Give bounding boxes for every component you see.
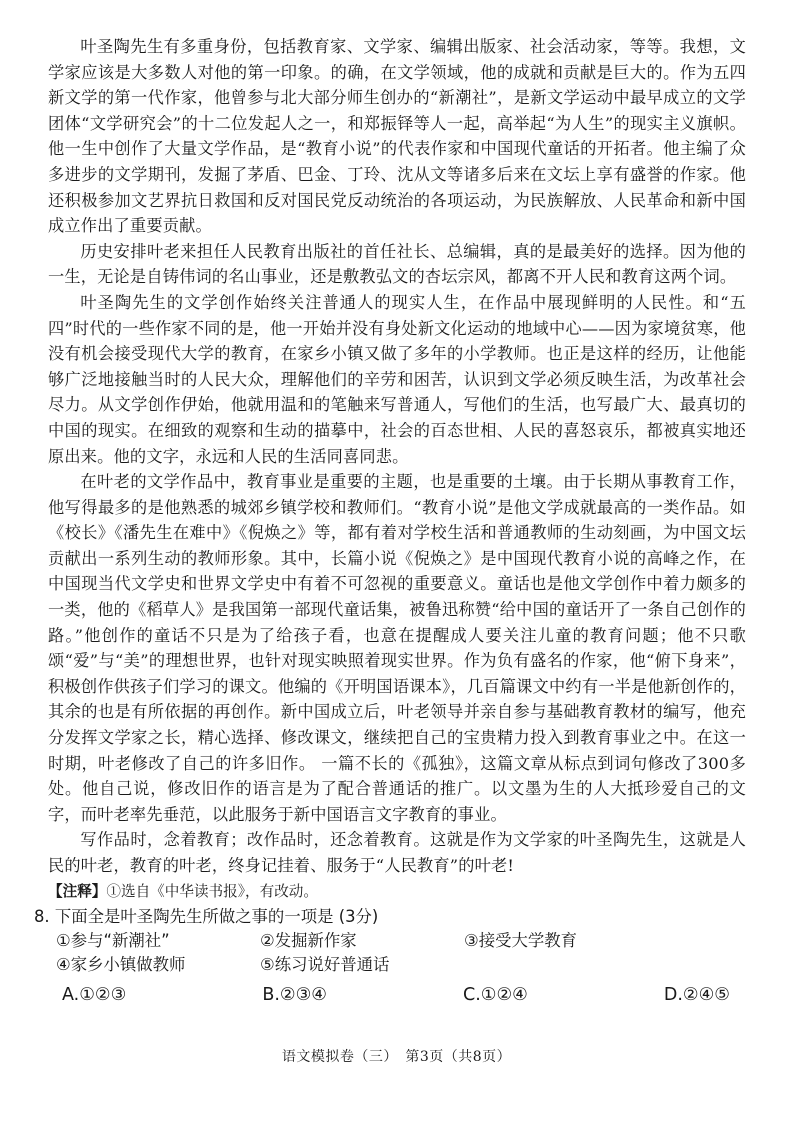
article-body: [34, 34, 746, 1009]
paragraph-4: 在叶老的文学作品中，教育事业是重要的主题，也是重要的土壤。由于长期从事教育工作，他写得最多的是他熟悉的城郊乡镇学校和教师们。“教育小说”是他文学成就最高的一类作品。如《校长》《潘先生在难中》《倪焕之》等，都有着对学校生活和普通教师的生动刻画，为中国文坛贡献出一系列生动的教师形象。其中，长篇小说《倪焕之》是中国现代教育小说的高峰之作，在中国现当代文学史和世界文学史中有着不可忽视的重要意义。童话也是他文学创作中着力颇多的一类，他的《稻草人》是我国第一部现代童话集，被鲁迅称赞“给中国的童话开了一条自己创作的路。”他创作的童话不只是为了给孩子看，也意在提醒成人要关注儿童的教育问题；他不只歌颂“爱”与“美”的理想世界，也针对现实映照着现实世界。作为负有盛名的作家，他“俯下身来”，积极创作供孩子们学习的课文。他编的《开明国语课本》，几百篇课文中约有一半是他新创作的，其余的也是有所依据的再创作。新中国成立后，叶老领导并亲自参与基础教育教材的编写，他充分发挥文学家之长，精心选择、修改课文，继续把自己的宝贵精力投入到教育事业之中。在这一时期，叶老修改了自己的许多旧作。 一篇不长的《孤独》，这篇文章从标点到词句修改了300多处。他自己说，修改旧作的语言是为了配合普通话的推广。以文墨为生的人大抵珍爱自己的文字，而叶老率先垂范，以此服务于新中国语言文字教育的事业。: [48, 472, 746, 824]
paragraph-1: 叶圣陶先生有多重身份，包括教育家、文学家、编辑出版家、社会活动家，等等。我想，文学家应该是大多数人对他的第一印象。的确，在文学领域，他的成就和贡献是巨大的。作为五四新文学的第一代作家，他曾参与北大部分师生创办的“新潮社”，是新文学运动中最早成立的文学团体“文学研究会”的十二位发起人之一，和郑振铎等人一起，高举起“为人生”的现实主义旗帜。他一生中创作了大量文学作品，是“教育小说”的代表作家和中国现代童话的开拓者。他主编了众多进步的文学期刊，发掘了茅盾、巴金、丁玲、沈从文等诸多后来在文坛上享有盛誉的作家。他还积极参加文艺界抗日救国和反对国民党反动统治的各项运动，为民族解放、人民革命和新中国成立作出了重要贡献。: [48, 37, 746, 236]
question-8: [34, 905, 746, 1009]
paragraph-3: 叶圣陶先生的文学创作始终关注普通人的现实人生，在作品中展现鲜明的人民性。和“五四”时代的一些作家不同的是，他一开始并没有身处新文化运动的地域中心——因为家境贫寒，他没有机会接受现代大学的教育，在家乡小镇又做了多年的小学教师。也正是这样的经历，让他能够广泛地接触当时的人民大众，理解他们的辛劳和困苦，认识到文学必须反映生活，为改革社会尽力。从文学创作伊始，他就用温和的笔触来写普通人，写他们的生活，也写最广大、最真切的中国的现实。在细致的观察和生动的描摹中，社会的百态世相、人民的喜怒哀乐，都被真实地还原出来。他的文字，永远和人民的生活同喜同悲。: [48, 292, 746, 466]
question-stem: 8. 下面全是叶圣陶先生所做之事的一项是 (3分): [34, 906, 379, 926]
question-item: ⑤练习说好普通话: [260, 954, 390, 974]
note-tag: 【注释】: [48, 882, 107, 900]
choice-b[interactable]: B.②③④: [262, 984, 327, 1005]
question-item: ②发掘新作家: [260, 930, 357, 950]
choice-d[interactable]: D.②④⑤: [663, 984, 730, 1005]
choice-c[interactable]: C.①②④: [463, 984, 528, 1005]
question-items-row-2: [56, 953, 746, 977]
question-item: ④家乡小镇做教师: [56, 954, 186, 974]
paragraph-5: 写作品时，念着教育；改作品时，还念着教育。这就是作为文学家的叶圣陶先生，这就是人民的叶老，教育的叶老，终身记挂着、服务于“人民教育”的叶老!: [48, 830, 746, 875]
question-item: ③接受大学教育: [464, 930, 578, 950]
note-text: ①选自《中华读书报》，有改动。: [106, 882, 318, 900]
answer-choices: [62, 981, 730, 1009]
question-items-row-1: [56, 929, 746, 953]
paragraph-2: 历史安排叶老来担任人民教育出版社的首任社长、总编辑，真的是最美好的选择。因为他的一生，无论是自铸伟词的名山事业，还是敷教弘文的杏坛宗风，都离不开人民和教育这两个词。: [48, 241, 746, 287]
question-item: ①参与“新潮社”: [56, 930, 170, 950]
choice-a[interactable]: A.①②③: [62, 984, 127, 1005]
source-note: [48, 881, 746, 903]
page-footer: 语文模拟卷（三） 第3页（共8页）: [281, 1049, 512, 1065]
